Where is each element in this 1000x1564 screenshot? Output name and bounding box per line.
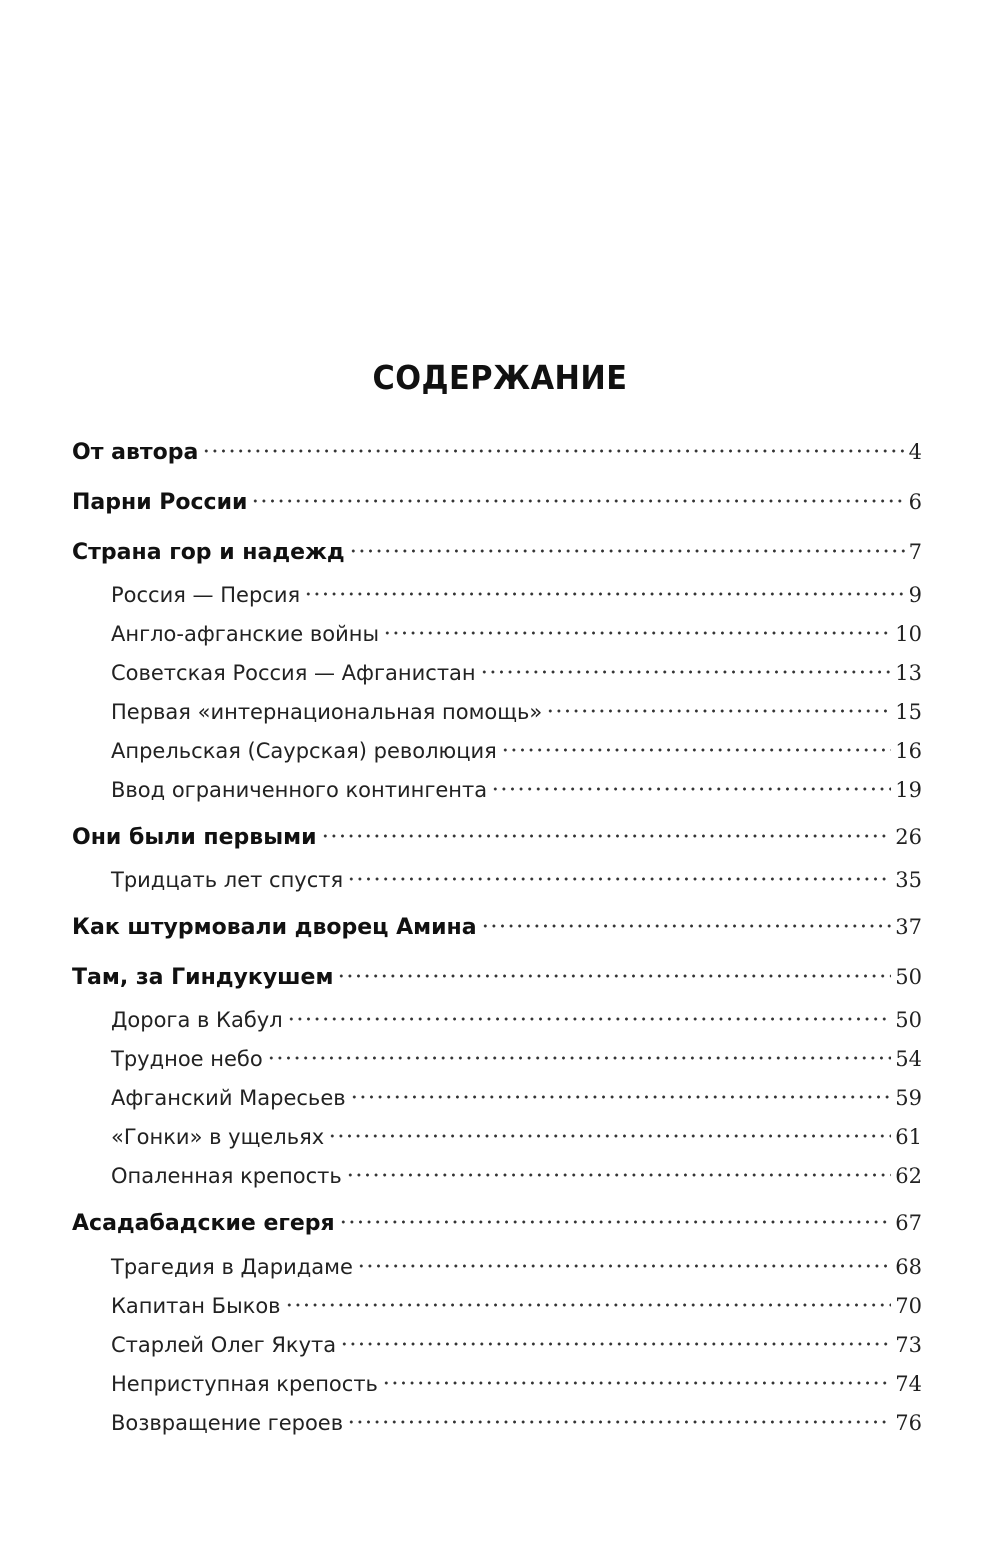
toc-entry-label: Советская Россия — Афганистан: [111, 661, 476, 685]
toc-entry[interactable]: [72, 440, 922, 476]
toc-page-number: 15: [895, 700, 922, 724]
dot-leader: [321, 832, 892, 840]
toc-entry-label: Россия — Персия: [111, 583, 301, 607]
toc-entry[interactable]: [72, 1211, 922, 1247]
toc-page-number: 13: [895, 661, 922, 685]
toc-subentry[interactable]: [111, 1333, 922, 1369]
toc-page-number: 54: [895, 1047, 922, 1071]
dot-leader: [501, 746, 891, 754]
dot-leader: [202, 447, 904, 455]
toc-page-number: 50: [895, 965, 922, 989]
toc-entry-label: От автора: [72, 440, 199, 465]
toc-page-number: 4: [908, 440, 922, 464]
page-title: СОДЕРЖАНИЕ: [372, 358, 628, 397]
toc-entry-label: Опаленная крепость: [111, 1164, 342, 1188]
toc-entry[interactable]: [72, 965, 922, 1001]
toc-subentry[interactable]: [111, 1411, 922, 1447]
toc-page-number: 9: [908, 583, 922, 607]
toc-page-number: 50: [895, 1008, 922, 1032]
dot-leader: [346, 1171, 891, 1179]
toc-entry[interactable]: [72, 540, 922, 576]
toc-entry-label: Возвращение героев: [111, 1411, 344, 1435]
dot-leader: [287, 1015, 892, 1023]
toc-entry-label: Дорога в Кабул: [111, 1008, 283, 1032]
toc-page-number: 68: [895, 1255, 922, 1279]
toc-page-number: 10: [895, 622, 922, 646]
dot-leader: [339, 1218, 892, 1226]
toc-entry[interactable]: [72, 825, 922, 861]
toc-page-number: 16: [895, 739, 922, 763]
toc-entry-label: Апрельская (Саурская) революция: [111, 739, 497, 763]
toc-entry-label: Асадабадские егеря: [72, 1211, 335, 1236]
dot-leader: [251, 497, 904, 505]
toc-page-number: 59: [895, 1086, 922, 1110]
toc-entry-label: Ввод ограниченного контингента: [111, 778, 488, 802]
toc-subentry[interactable]: [111, 739, 922, 775]
toc-entry-label: Они были первыми: [72, 825, 317, 850]
toc-entry-label: Трагедия в Даридаме: [111, 1255, 353, 1279]
toc-entry-label: Англо-афганские войны: [111, 622, 380, 646]
dot-leader: [267, 1054, 892, 1062]
toc-entry-label: Первая «интернациональная помощь»: [111, 700, 543, 724]
dot-leader: [480, 668, 892, 676]
dot-leader: [350, 1093, 892, 1101]
toc-page-number: 61: [895, 1125, 922, 1149]
toc-subentry[interactable]: [111, 583, 922, 619]
toc-subentry[interactable]: [111, 1086, 922, 1122]
toc-subentry[interactable]: [111, 661, 922, 697]
dot-leader: [304, 590, 905, 598]
toc-entry-label: Как штурмовали дворец Амина: [72, 915, 477, 940]
dot-leader: [491, 785, 891, 793]
toc-page-number: 6: [908, 490, 922, 514]
toc-subentry[interactable]: [111, 1125, 922, 1161]
dot-leader: [383, 629, 891, 637]
toc-page-number: 7: [908, 540, 922, 564]
toc-subentry[interactable]: [111, 868, 922, 904]
dot-leader: [382, 1379, 891, 1387]
toc-subentry[interactable]: [111, 1372, 922, 1408]
toc-entry-label: Афганский Маресьев: [111, 1086, 346, 1110]
toc-subentry[interactable]: [111, 700, 922, 736]
toc-subentry[interactable]: [111, 1047, 922, 1083]
toc-entry-label: Тридцать лет спустя: [111, 868, 344, 892]
toc-subentry[interactable]: [111, 1164, 922, 1200]
dot-leader: [481, 922, 892, 930]
toc-page-number: 62: [895, 1164, 922, 1188]
toc-subentry[interactable]: [111, 1008, 922, 1044]
dot-leader: [340, 1340, 891, 1348]
toc-entry-label: Капитан Быков: [111, 1294, 281, 1318]
toc-entry-label: Неприступная крепость: [111, 1372, 378, 1396]
toc-entry[interactable]: [72, 490, 922, 526]
toc-entry-label: Старлей Олег Якута: [111, 1333, 337, 1357]
toc-page-number: 74: [895, 1372, 922, 1396]
toc-entry[interactable]: [72, 915, 922, 951]
toc-entry-label: Парни России: [72, 490, 248, 515]
toc-page-number: 73: [895, 1333, 922, 1357]
dot-leader: [337, 972, 891, 980]
dot-leader: [349, 547, 905, 555]
toc-subentry[interactable]: [111, 778, 922, 814]
dot-leader: [347, 1418, 891, 1426]
toc-page-number: 70: [895, 1294, 922, 1318]
toc-entry-label: Там, за Гиндукушем: [72, 965, 334, 990]
toc-page-number: 76: [895, 1411, 922, 1435]
dot-leader: [347, 875, 891, 883]
toc-page-number: 37: [895, 915, 922, 939]
dot-leader: [285, 1301, 892, 1309]
dot-leader: [357, 1262, 891, 1270]
dot-leader: [328, 1132, 891, 1140]
toc-page-number: 26: [895, 825, 922, 849]
toc-entry-label: «Гонки» в ущельях: [111, 1125, 325, 1149]
toc-page-number: 19: [895, 778, 922, 802]
toc-subentry[interactable]: [111, 622, 922, 658]
dot-leader: [546, 707, 891, 715]
toc-subentry[interactable]: [111, 1294, 922, 1330]
toc-subentry[interactable]: [111, 1255, 922, 1291]
toc-entry-label: Страна гор и надежд: [72, 540, 345, 565]
toc-page-number: 67: [895, 1211, 922, 1235]
toc-page-number: 35: [895, 868, 922, 892]
toc-entry-label: Трудное небо: [111, 1047, 263, 1071]
